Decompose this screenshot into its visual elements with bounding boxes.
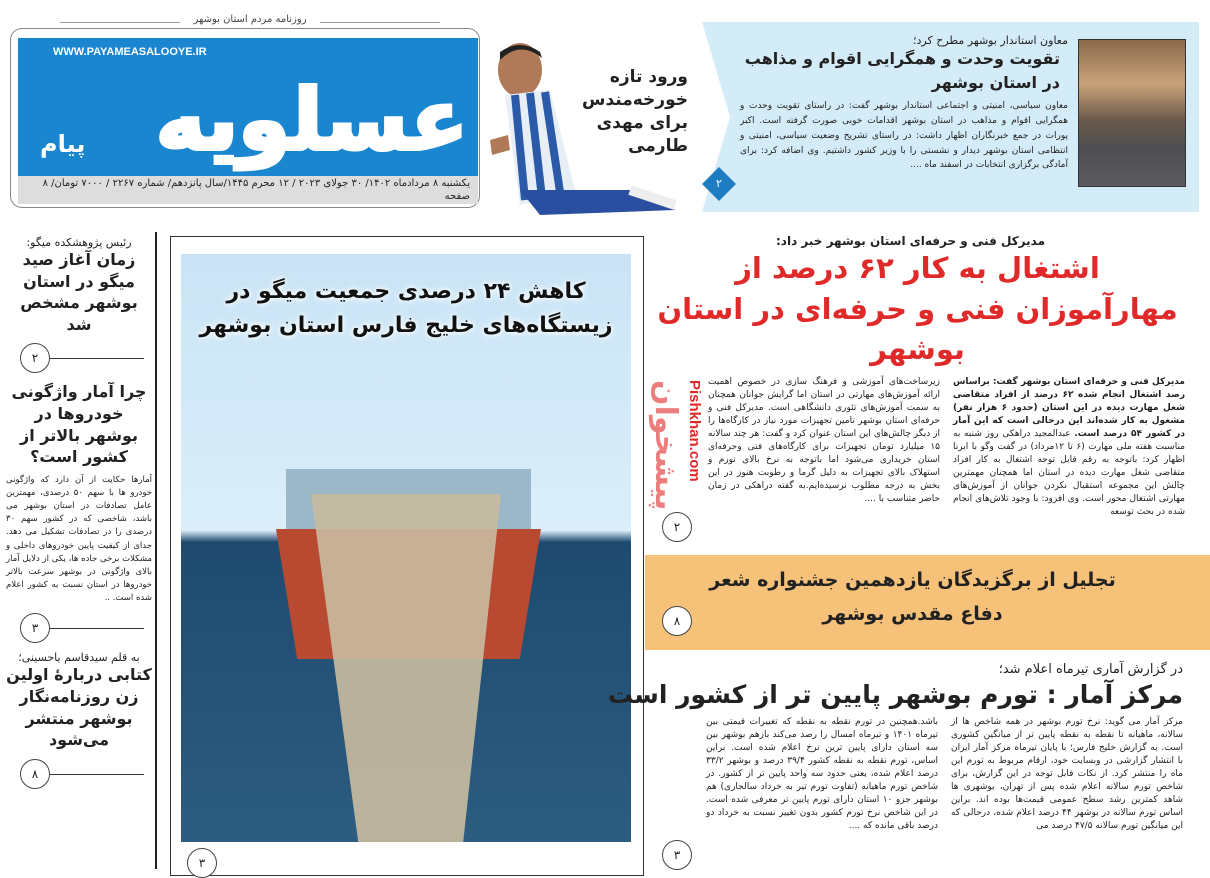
story-separator (6, 343, 152, 373)
inflation-columns (645, 716, 1183, 833)
main-story-kicker: مدیرکل فنی و حرفه‌ای استان بوشهر خبر داد: (776, 234, 1045, 248)
sidebar-kicker: رئیس پژوهشکده میگو: (26, 236, 132, 249)
main-story-lead: مدیرکل فنی و حرفه‌ای استان بوشهر گفت: براساس رصد اشتغال انجام شده ۶۲ درصد از افراد متقاضی شغل مهارت دیده در این استان (حدود ۶ هزار نفر) مشغول به کار شده‌اند این درحالی است که این آمار در کشور ۵۴ درصد است. (953, 376, 1185, 439)
main-story-text: عبدالمجید دراهکی روز شنبه به مناسبت هفته ملی مهارت (۶ تا ۱۲مرداد) در گفت وگو با ایرنا اظهار کرد: باتوجه به رقم قابل توجه اشتغال به کار افراد متقاضی شغل مهارت دیده در استان اما همچنان مهمترین چالش این مجموعه استقبال نکردن جوانان از آموزش‌های مهارتی اشتغال محور است. وی افزود: با وجود تلاش‌های انجام شده در بحث توسعه (953, 428, 1186, 518)
festival-banner[interactable] (645, 555, 1210, 650)
inflation-story[interactable] (607, 662, 1183, 833)
festival-headline[interactable]: تجلیل از برگزیدگان یازدهمین جشنواره شعر دفاع مقدس بوشهر (709, 569, 1116, 626)
inflation-kicker: در گزارش آماری تیرماه اعلام شد؛ (998, 662, 1183, 677)
page-number-circle: ۳ (20, 613, 50, 643)
main-story-columns (650, 376, 1185, 520)
sidebar (6, 236, 152, 797)
page-number-circle: ۳ (662, 840, 692, 870)
logo-subtitle: پیام (40, 130, 86, 158)
page-number-circle: ۲ (20, 343, 50, 373)
sidebar-story-1[interactable] (6, 236, 152, 335)
page-number-circle: ۲ (662, 512, 692, 542)
watermark-logo: پیشخوان (648, 380, 683, 511)
top-story-kicker: معاون استاندار بوشهر مطرح کرد؛ (913, 34, 1068, 47)
watermark-text: Pishkhan.com (686, 380, 703, 482)
page-number: ۲ (716, 177, 722, 190)
sidebar-headline[interactable]: کتابی دربارهٔ اولین زن روزنامه‌نگار بوشهر منتشر می‌شود (6, 665, 152, 750)
logo-wordmark: عسلویه (155, 71, 468, 169)
inflation-column-1: مرکز آمار می گوید: نرخ تورم بوشهر در همه شاخص ها از سالانه، ماهیانه تا نقطه به نقطه پایین تر از میانگین کشوری است. به گزارش خلیج فارس؛ با پایان تیرماه مرکز آمار ایران با انتشار گزارشی در وبسایت خود، ارقام مربوط به تورم این ماه را منتشر کرد. از نکات قابل توجه در این گزارش، برای شاخص تورم سالانه اعلام شده پس از تهران، بوشهری ها شاهد کمترین رشد سطح عمومی قیمت‌ها بوده اند. براین اساس تورم سالانه در بوشهر ۴۴ درصد اعلام شده، درحالی که این میانگین تورم سالانه ۴۷/۵ درصد می (951, 717, 1183, 832)
column-rule (155, 232, 157, 869)
story-separator (6, 613, 152, 643)
sidebar-headline[interactable]: چرا آمار واژگونی خودروها در بوشهر بالاتر از کشور است؟ (11, 382, 147, 467)
divider (320, 22, 440, 23)
main-story[interactable] (650, 234, 1185, 519)
divider (60, 22, 180, 23)
main-story-column-2: زیرساخت‌های آموزشی و فرهنگ سازی در خصوص اهمیت ارائه آموزش‌های مهارتی در استان اما گرایش جوانان همچنان به سمت آموزش‌های تئوری دانشگاهی است. مدیرکل فنی و حرفه‌ای استان بوشهر تامین تجهیزات مورد نیاز در کارگاه‌ها را از دیگر چالش‌های این استان عنوان کرد و گفت: هر چند سالانه ۱۵ میلیارد تومان تجهیزات برای کارگاه‌های فنی وحرفه‌ای استان خریداری می‌شود اما باتوجه به نرخ بالای تورم و استهلاک بالای تجهیزات به دلیل گرما و رطوبت هنوز در این بخش به درجه مطلوب نرسیده‌ایم.به گفته دراهکی در زمان حاضر متناسب با .... (708, 376, 940, 505)
newspaper-logo[interactable] (18, 38, 478, 176)
inflation-column-2: باشد.همچنین در تورم نقطه به نقطه که تغییرات قیمتی بین تیرماه ۱۴۰۱ و تیرماه امسال را رصد می‌کند بازهم بوشهر بین سه استان دارای پایین ترین نرخ اعلام شده است. براین اساس، تورم نقطه به نقطه کشور ۳۹/۴ درصد و بوشهر ۳۳/۲ درصد اعلام شده، یعنی حدود سه واحد پایین تر از کشور. در شاخص تورم ماهیانه (تفاوت تورم تیر به خرداد سالجاری) هم بوشهر جزو ۱۰ استان دارای تورم پایین تر معرفی شده است. در این شاخص نرخ تورم کشور بدون تغییر نسبت به خرداد دو درصد باقی مانده که .... (706, 717, 939, 832)
main-story-headline[interactable]: اشتغال به کار ۶۲ درصد از مهارآموزان فنی و حرفه‌ای در استان بوشهر (657, 251, 1178, 367)
top-story[interactable] (740, 34, 1068, 173)
sidebar-body: آمارها حکایت از آن دارد که واژگونی خودرو ها با سهم ۵۰ درصدی، مهمترین عامل تصادفات در استان بوشهر می باشد، شاخصی که در کشور سهم ۳۰ درصدی را در تصادفات تشکیل می دهد. جدای از کیفیت پایین خودروهای داخلی و مشکلات برخی جاده ها، یکی از دلایل آمار بالای واژگونی در بوشهر سرعت بالاتر خودروها در استان نسبت به کشور اعلام شده است. .. (6, 474, 152, 604)
page-number-circle: ۸ (20, 759, 50, 789)
official-portrait-photo (1078, 39, 1186, 187)
tagline: روزنامه مردم استان بوشهر (193, 14, 307, 25)
sport-headline[interactable]: ورود تازه خورخه‌مندس برای مهدی طارمی (581, 67, 688, 156)
top-story-body: معاون سیاسی، امنیتی و اجتماعی استاندار بوشهر گفت: در راستای تقویت وحدت و همگرایی اقوام و مذاهب در استان بوشهر اقدامات خوبی صورت گرفته است. اکبر پورات در جمع خبرنگاران اظهار داشت: در راستای تشریح وضعیت سیاسی، امنیتی و انتظامی استان بوشهر دیدار و نشستی را با وزیر کشور داشتیم. وی اضافه کرد: برای آمادگی برگزاری انتخابات در اسفند ماه .... (740, 101, 1068, 171)
page-number-badge (702, 167, 736, 201)
sidebar-kicker: به قلم سیدقاسم یاحسینی؛ (18, 651, 140, 665)
website-url[interactable]: WWW.PAYAMEASALOOYE.IR (53, 46, 207, 58)
sidebar-headline[interactable]: زمان آغاز صید میگو در استان بوشهر مشخص شد (20, 250, 138, 334)
top-story-headline[interactable]: تقویت وحدت و همگرایی اقوام و مذاهب در استان بوشهر (744, 49, 1060, 92)
main-story-column-1 (953, 376, 1185, 520)
fishing-net (311, 494, 501, 842)
page-number-circle: ۸ (662, 606, 692, 636)
sidebar-story-2[interactable] (6, 381, 152, 605)
photo-story-headline[interactable]: کاهش ۲۴ درصدی جمعیت میگو در زیستگاه‌های خلیج فارس استان بوشهر (199, 279, 613, 339)
dateline: یکشنبه ۸ مردادماه ۱۴۰۲/ ۳۰ جولای ۲۰۲۳ / ۱۲ محرم ۱۴۴۵/سال پانزدهم/ شماره ۲۲۶۷ / ۷۰۰۰ تومان/ ۸ صفحه (18, 176, 478, 204)
page-number-circle: ۳ (187, 848, 217, 878)
sidebar-story-3[interactable] (6, 651, 152, 750)
story-separator (6, 759, 152, 789)
inflation-headline[interactable]: مرکز آمار : تورم بوشهر پایین تر از کشور است (607, 680, 1183, 709)
